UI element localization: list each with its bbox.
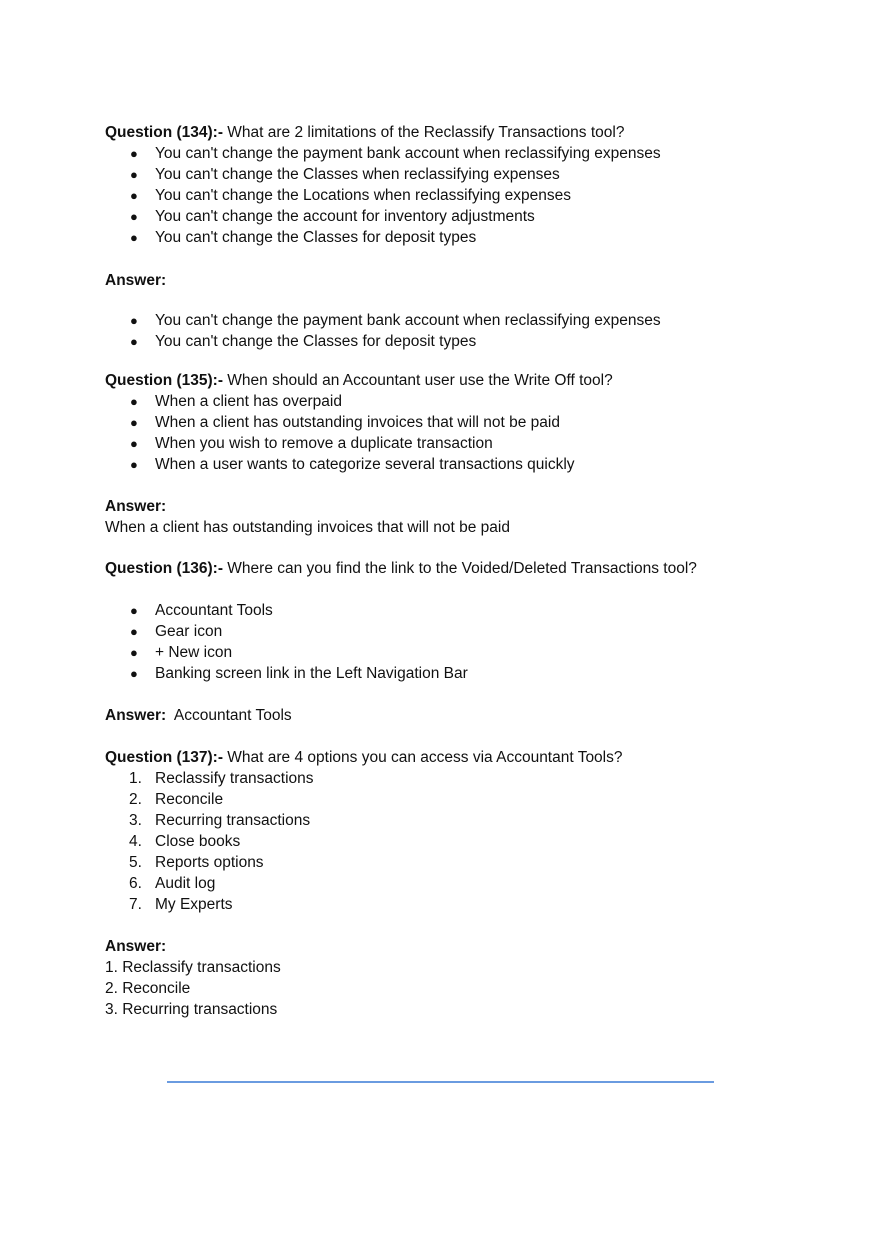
question-135: [105, 370, 805, 475]
option-item: ● Accountant Tools: [130, 602, 273, 619]
question-text: What are 4 options you can access via Accountant Tools?: [227, 749, 623, 766]
option-item: 5. Reports options: [129, 854, 264, 871]
bullet-icon: ●: [130, 666, 138, 681]
bullet-icon: ●: [130, 334, 138, 349]
question-number: Question (134):-: [105, 124, 223, 141]
footer-divider: [167, 1081, 714, 1083]
option-item: ● You can't change the Classes when reclassifying expenses: [130, 166, 560, 183]
bullet-icon: ●: [130, 436, 138, 451]
bullet-icon: ●: [130, 624, 138, 639]
bullet-icon: ●: [130, 209, 138, 224]
option-item: ● When a client has outstanding invoices that will not be paid: [130, 414, 560, 431]
question-136-options: [105, 600, 805, 684]
question-text: What are 2 limitations of the Reclassify Transactions tool?: [227, 124, 625, 141]
option-item: 1. Reclassify transactions: [129, 770, 314, 787]
answer-text: 3. Recurring transactions: [105, 1001, 278, 1018]
option-item: 3. Recurring transactions: [129, 812, 311, 829]
bullet-icon: ●: [130, 313, 138, 328]
answer-text: 2. Reconcile: [105, 980, 191, 997]
bullet-icon: ●: [130, 603, 138, 618]
bullet-icon: ●: [130, 394, 138, 409]
option-item: ● Banking screen link in the Left Navigation Bar: [130, 665, 468, 682]
answer-136: [105, 705, 805, 726]
option-item: ● You can't change the Classes for deposit types: [130, 229, 477, 246]
question-134: [105, 122, 805, 248]
option-item: ● When a user wants to categorize several transactions quickly: [130, 456, 575, 473]
question-number: Question (137):-: [105, 749, 223, 766]
bullet-icon: ●: [130, 146, 138, 161]
option-item: ● You can't change the Locations when reclassifying expenses: [130, 187, 571, 204]
answer-label: Answer:: [105, 272, 167, 289]
answer-line: [105, 705, 805, 726]
answer-137: [105, 936, 805, 1020]
question-137: [105, 747, 805, 915]
question-heading: [105, 558, 805, 579]
answer-label: Answer:: [105, 707, 167, 724]
question-heading: [105, 122, 805, 143]
answer-item: ● You can't change the Classes for deposit types: [130, 333, 477, 350]
answer-134: [105, 270, 805, 291]
bullet-icon: ●: [130, 188, 138, 203]
option-item: ● You can't change the payment bank account when reclassifying expenses: [130, 145, 661, 162]
option-item: ● You can't change the account for inventory adjustments: [130, 208, 535, 225]
question-text: Where can you find the link to the Voided/Deleted Transactions tool?: [227, 560, 697, 577]
bullet-icon: ●: [130, 167, 138, 182]
option-item: 7. My Experts: [129, 896, 233, 913]
answer-text: 1. Reclassify transactions: [105, 959, 281, 976]
bullet-icon: ●: [130, 457, 138, 472]
bullet-icon: ●: [130, 645, 138, 660]
option-item: 6. Audit log: [129, 875, 216, 892]
question-number: Question (135):-: [105, 372, 223, 389]
bullet-icon: ●: [130, 230, 138, 245]
option-item: ● Gear icon: [130, 623, 223, 640]
answer-134-list: [105, 310, 805, 352]
answer-text: Accountant Tools: [173, 707, 292, 724]
question-heading: [105, 370, 805, 391]
question-text: When should an Accountant user use the Write Off tool?: [227, 372, 613, 389]
answer-label: Answer:: [105, 498, 167, 515]
question-number: Question (136):-: [105, 560, 223, 577]
bullet-icon: ●: [130, 415, 138, 430]
option-item: 2. Reconcile: [129, 791, 224, 808]
option-item: ● When you wish to remove a duplicate transaction: [130, 435, 493, 452]
option-item: ● + New icon: [130, 644, 233, 661]
answer-135: [105, 496, 805, 538]
answer-label: Answer:: [105, 938, 167, 955]
answer-text: When a client has outstanding invoices that will not be paid: [105, 519, 510, 536]
option-item: 4. Close books: [129, 833, 241, 850]
question-heading: [105, 747, 805, 768]
question-136: [105, 558, 805, 579]
option-item: ● When a client has overpaid: [130, 393, 342, 410]
answer-item: ● You can't change the payment bank account when reclassifying expenses: [130, 312, 661, 329]
